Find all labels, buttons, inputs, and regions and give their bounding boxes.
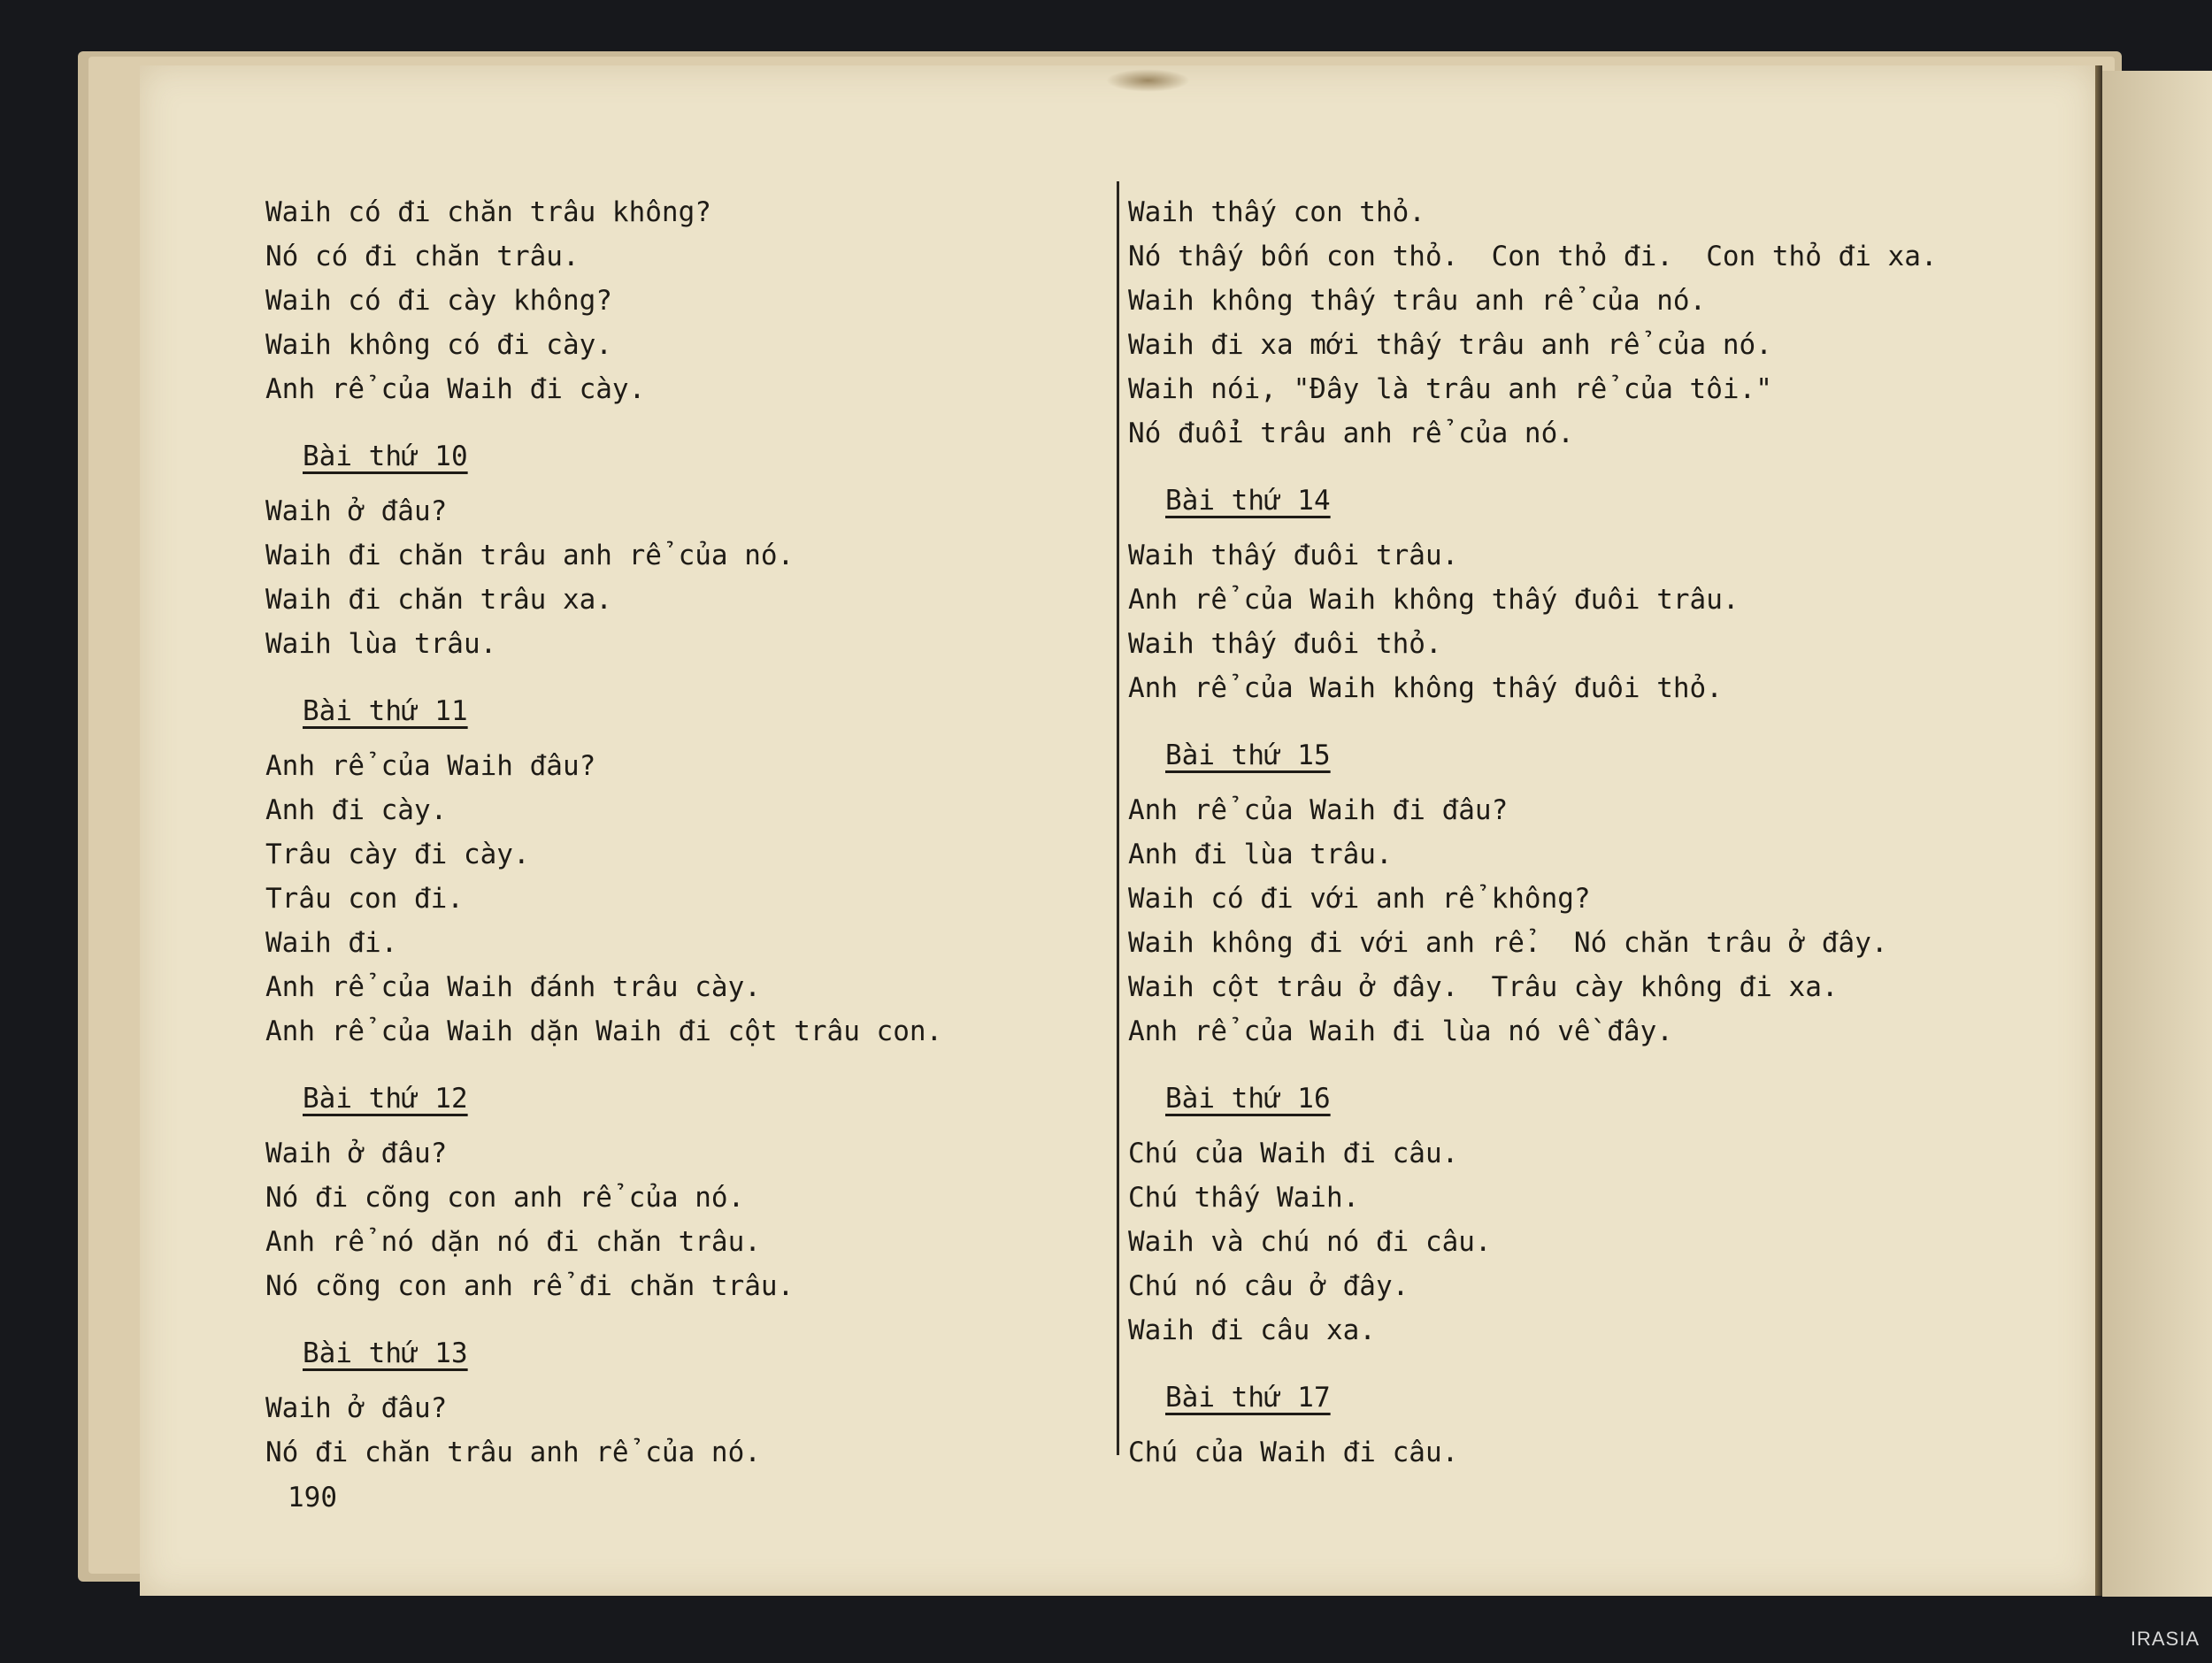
text-line: Waih đi. [265,927,398,959]
text-line: Nó đi cõng con anh rể của nó. [265,1182,745,1214]
page-tab-mark [1106,69,1190,92]
text-line: Waih ở đâu? [265,1392,448,1424]
text-line: Waih thấy đuôi trâu. [1128,540,1459,571]
text-line: Anh rể nó dặn nó đi chăn trâu. [265,1226,761,1258]
text-line: Waih nói, "Đây là trâu anh rể của tôi." [1128,373,1772,405]
text-line: Chú thấy Waih. [1128,1182,1360,1214]
next-page-edge [2102,71,2212,1597]
left-intro [265,190,1106,411]
text-line: Anh đi cày. [265,794,448,826]
text-line: Trâu cày đi cày. [265,839,530,870]
text-line: Nó cõng con anh rể đi chăn trâu. [265,1270,795,1302]
watermark: IRASIA [2130,1628,2200,1650]
book-spine [2095,65,2102,1596]
lesson-13 [265,1331,1106,1475]
text-line: Nó đi chăn trâu anh rể của nó. [265,1437,761,1468]
text-line: Chú nó câu ở đây. [1128,1270,1409,1302]
lesson-heading: Bài thứ 10 [303,441,468,472]
lesson-heading: Bài thứ 12 [303,1083,468,1115]
text-line: Waih lùa trâu. [265,628,497,660]
text-line: Chú của Waih đi câu. [1128,1437,1459,1468]
text-line: Waih có đi cày không? [265,285,612,317]
lesson-11 [265,689,1106,1054]
text-line: Chú của Waih đi câu. [1128,1138,1459,1169]
text-line: Anh rể của Waih đi đâu? [1128,794,1509,826]
lesson-heading: Bài thứ 13 [303,1337,468,1369]
lesson-heading: Bài thứ 14 [1165,485,1331,517]
text-line: Waih đi câu xa. [1128,1314,1376,1346]
text-line: Anh rể của Waih đánh trâu cày. [265,971,761,1003]
text-line: Waih cột trâu ở đây. Trâu cày không đi xa. [1128,971,1839,1003]
text-line: Waih thấy con thỏ. [1128,196,1425,228]
lesson-12 [265,1077,1106,1308]
lesson-17 [1128,1376,2066,1475]
lesson-heading: Bài thứ 15 [1165,740,1331,771]
page-number: 190 [288,1482,337,1514]
text-line: Nó đuổi trâu anh rể của nó. [1128,418,1574,449]
text-line: Nó thấy bốn con thỏ. Con thỏ đi. Con thỏ đi xa. [1128,241,1938,272]
text-line: Waih có đi chăn trâu không? [265,196,711,228]
right-intro [1128,190,2066,456]
lesson-15 [1128,733,2066,1054]
text-line: Anh rể của Waih không thấy đuôi thỏ. [1128,672,1723,704]
text-line: Waih không đi với anh rể. Nó chăn trâu ở đây. [1128,927,1888,959]
text-line: Waih thấy đuôi thỏ. [1128,628,1442,660]
lesson-14 [1128,479,2066,710]
text-line: Waih không có đi cày. [265,329,612,361]
text-line: Anh rể của Waih đâu? [265,750,596,782]
text-line: Anh rể của Waih đi lùa nó về đây. [1128,1015,1673,1047]
text-line: Waih đi xa mới thấy trâu anh rể của nó. [1128,329,1772,361]
text-line: Anh rể của Waih dặn Waih đi cột trâu con. [265,1015,943,1047]
text-line: Waih không thấy trâu anh rể của nó. [1128,285,1707,317]
left-column [265,190,1106,1475]
text-line: Waih ở đâu? [265,495,448,527]
text-line: Anh rể của Waih không thấy đuôi trâu. [1128,584,1740,616]
column-divider [1117,181,1119,1455]
right-column [1128,190,2066,1475]
text-line: Waih đi chăn trâu anh rể của nó. [265,540,795,571]
text-line: Anh đi lùa trâu. [1128,839,1393,870]
text-line: Nó có đi chăn trâu. [265,241,580,272]
lesson-10 [265,434,1106,666]
lesson-heading: Bài thứ 16 [1165,1083,1331,1115]
lesson-heading: Bài thứ 11 [303,695,468,727]
lesson-16 [1128,1077,2066,1353]
text-line: Waih và chú nó đi câu. [1128,1226,1492,1258]
text-line: Anh rể của Waih đi cày. [265,373,646,405]
lesson-heading: Bài thứ 17 [1165,1382,1331,1414]
text-line: Trâu con đi. [265,883,464,915]
text-line: Waih ở đâu? [265,1138,448,1169]
text-line: Waih có đi với anh rể không? [1128,883,1591,915]
text-line: Waih đi chăn trâu xa. [265,584,612,616]
